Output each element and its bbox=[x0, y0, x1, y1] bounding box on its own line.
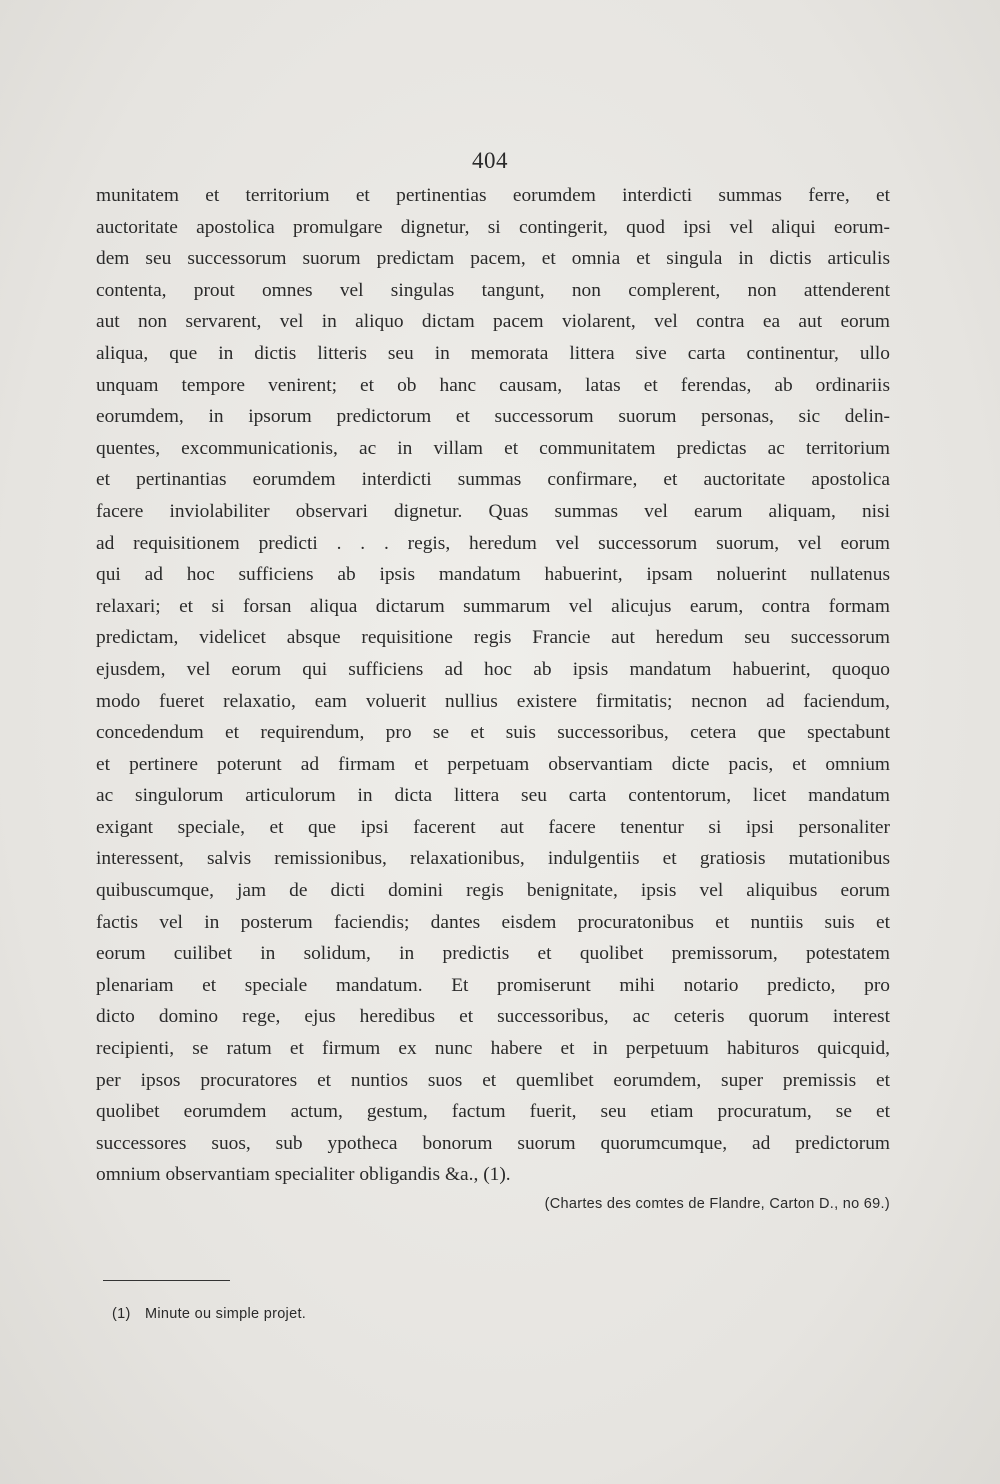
text-line: ac singulorum articulorum in dicta littera seu carta contentorum, licet mandatum bbox=[96, 785, 890, 807]
footnote-text: Minute ou simple projet. bbox=[144, 1306, 307, 1322]
text-line: plenariam et speciale mandatum. Et promiserunt mihi notario predicto, pro bbox=[96, 974, 890, 996]
text-line: factis vel in posterum faciendis; dantes eisdem procuratonibus et nuntiis suis et bbox=[96, 911, 890, 933]
footnote-divider bbox=[103, 1280, 230, 1281]
text-line: aliqua, que in dictis litteris seu in memorata littera sive carta continentur, ullo bbox=[96, 342, 890, 364]
text-line: concedendum et requirendum, pro se et suis successoribus, cetera que spectabunt bbox=[96, 722, 890, 744]
text-line: ad requisitionem predicti . . . regis, heredum vel successorum suorum, vel eorum bbox=[96, 532, 890, 554]
text-line: predictam, videlicet absque requisitione regis Francie aut heredum seu successorum bbox=[96, 627, 890, 649]
text-line: ejusdem, vel eorum qui sufficiens ad hoc ab ipsis mandatum habuerint, quoquo bbox=[96, 658, 890, 680]
text-line: relaxari; et si forsan aliqua dictarum summarum vel alicujus earum, contra formam bbox=[96, 595, 890, 617]
text-line: eorumdem, in ipsorum predictorum et successorum suorum personas, sic delin- bbox=[96, 406, 890, 428]
text-line: unquam tempore venirent; et ob hanc causam, latas et ferendas, ab ordinariis bbox=[96, 374, 890, 396]
body-text bbox=[96, 180, 890, 1191]
text-line: exigant speciale, et que ipsi facerent aut facere tenentur si ipsi personaliter bbox=[96, 816, 890, 838]
text-line: qui ad hoc sufficiens ab ipsis mandatum habuerint, ipsam noluerint nullatenus bbox=[96, 564, 890, 586]
footnote bbox=[112, 1306, 306, 1322]
text-line: contenta, prout omnes vel singulas tangunt, non complerent, non attenderent bbox=[96, 279, 890, 301]
text-line: et pertinere poterunt ad firmam et perpetuam observantiam dicte pacis, et omnium bbox=[96, 753, 890, 775]
text-line: interessent, salvis remissionibus, relaxationibus, indulgentiis et gratiosis mutationibus bbox=[96, 848, 890, 870]
text-line: quentes, excommunicationis, ac in villam et communitatem predictas ac territorium bbox=[96, 437, 890, 459]
source-citation: (Chartes des comtes de Flandre, Carton D., no 69.) bbox=[544, 1196, 890, 1212]
page-number: 404 bbox=[472, 148, 508, 173]
text-line: quolibet eorumdem actum, gestum, factum fuerit, seu etiam procuratum, se et bbox=[96, 1101, 890, 1123]
text-line: aut non servarent, vel in aliquo dictam pacem violarent, vel contra ea aut eorum bbox=[96, 311, 890, 333]
text-line: dem seu successorum suorum predictam pacem, et omnia et singula in dictis articulis bbox=[96, 248, 890, 270]
text-line: eorum cuilibet in solidum, in predictis et quolibet premissorum, potestatem bbox=[96, 943, 890, 965]
text-line: et pertinantias eorumdem interdicti summas confirmare, et auctoritate apostolica bbox=[96, 469, 890, 491]
text-line: dicto domino rege, ejus heredibus et successoribus, ac ceteris quorum interest bbox=[96, 1006, 890, 1028]
text-line: omnium observantiam specialiter obligandis &a., (1). bbox=[96, 1164, 511, 1186]
footnote-marker: (1) bbox=[112, 1306, 131, 1322]
text-line: per ipsos procuratores et nuntios suos et quemlibet eorumdem, super premissis et bbox=[96, 1069, 890, 1091]
text-line: facere inviolabiliter observari dignetur. Quas summas vel earum aliquam, nisi bbox=[96, 500, 890, 522]
text-line: successores suos, sub ypotheca bonorum suorum quorumcumque, ad predictorum bbox=[96, 1132, 890, 1154]
text-line: modo fueret relaxatio, eam voluerit nullius existere firmitatis; necnon ad faciendum, bbox=[96, 690, 890, 712]
text-line: auctoritate apostolica promulgare dignetur, si contingerit, quod ipsi vel aliqui eorum- bbox=[96, 216, 890, 238]
text-line: quibuscumque, jam de dicti domini regis benignitate, ipsis vel aliquibus eorum bbox=[96, 880, 890, 902]
text-line: recipienti, se ratum et firmum ex nunc habere et in perpetuum habituros quicquid, bbox=[96, 1038, 890, 1060]
text-line: munitatem et territorium et pertinentias eorumdem interdicti summas ferre, et bbox=[96, 185, 890, 206]
